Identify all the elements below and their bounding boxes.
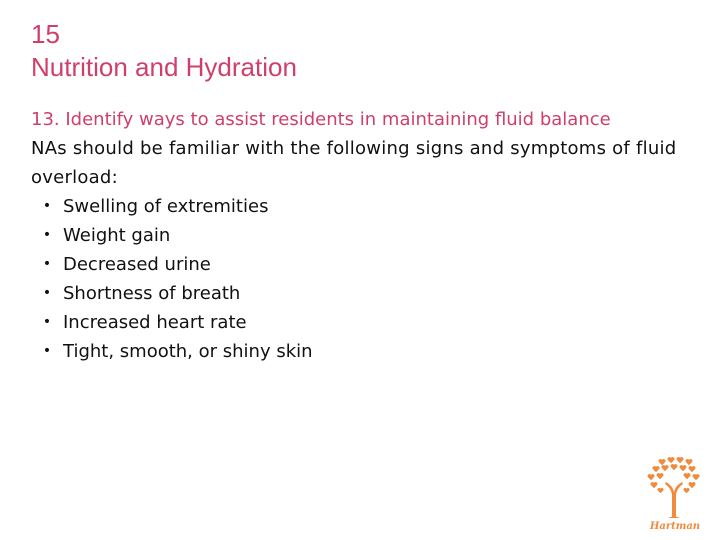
- slide-content: [31, 105, 701, 366]
- list-item-text: Shortness of breath: [63, 283, 241, 304]
- heart-tree-logo-icon: [642, 456, 708, 532]
- chapter-title: Nutrition and Hydration: [31, 52, 297, 82]
- logo-text: Hartman: [649, 521, 701, 532]
- list-item: [31, 308, 701, 337]
- list-item-text: Decreased urine: [63, 254, 211, 275]
- list-item-text: Weight gain: [63, 225, 171, 246]
- list-item: [31, 337, 701, 366]
- slide-title: [31, 18, 297, 84]
- bullet-glyph: •: [42, 314, 52, 330]
- bullet-glyph: •: [42, 343, 52, 359]
- chapter-number: 15: [31, 19, 60, 49]
- bullet-glyph: •: [42, 198, 52, 214]
- bullet-glyph: •: [42, 227, 52, 243]
- list-item-text: Tight, smooth, or shiny skin: [63, 341, 313, 362]
- list-item: [31, 221, 701, 250]
- learning-objective: 13. Identify ways to assist residents in maintaining fluid balance: [31, 109, 611, 130]
- list-item-text: Swelling of extremities: [63, 196, 269, 217]
- intro-text: NAs should be familiar with the following signs and symptoms of fluid overload:: [31, 138, 677, 188]
- list-item: [31, 250, 701, 279]
- symptom-list: [31, 192, 701, 366]
- bullet-glyph: •: [42, 285, 52, 301]
- list-item-text: Increased heart rate: [63, 312, 247, 333]
- list-item: [31, 279, 701, 308]
- list-item: [31, 192, 701, 221]
- bullet-glyph: •: [42, 256, 52, 272]
